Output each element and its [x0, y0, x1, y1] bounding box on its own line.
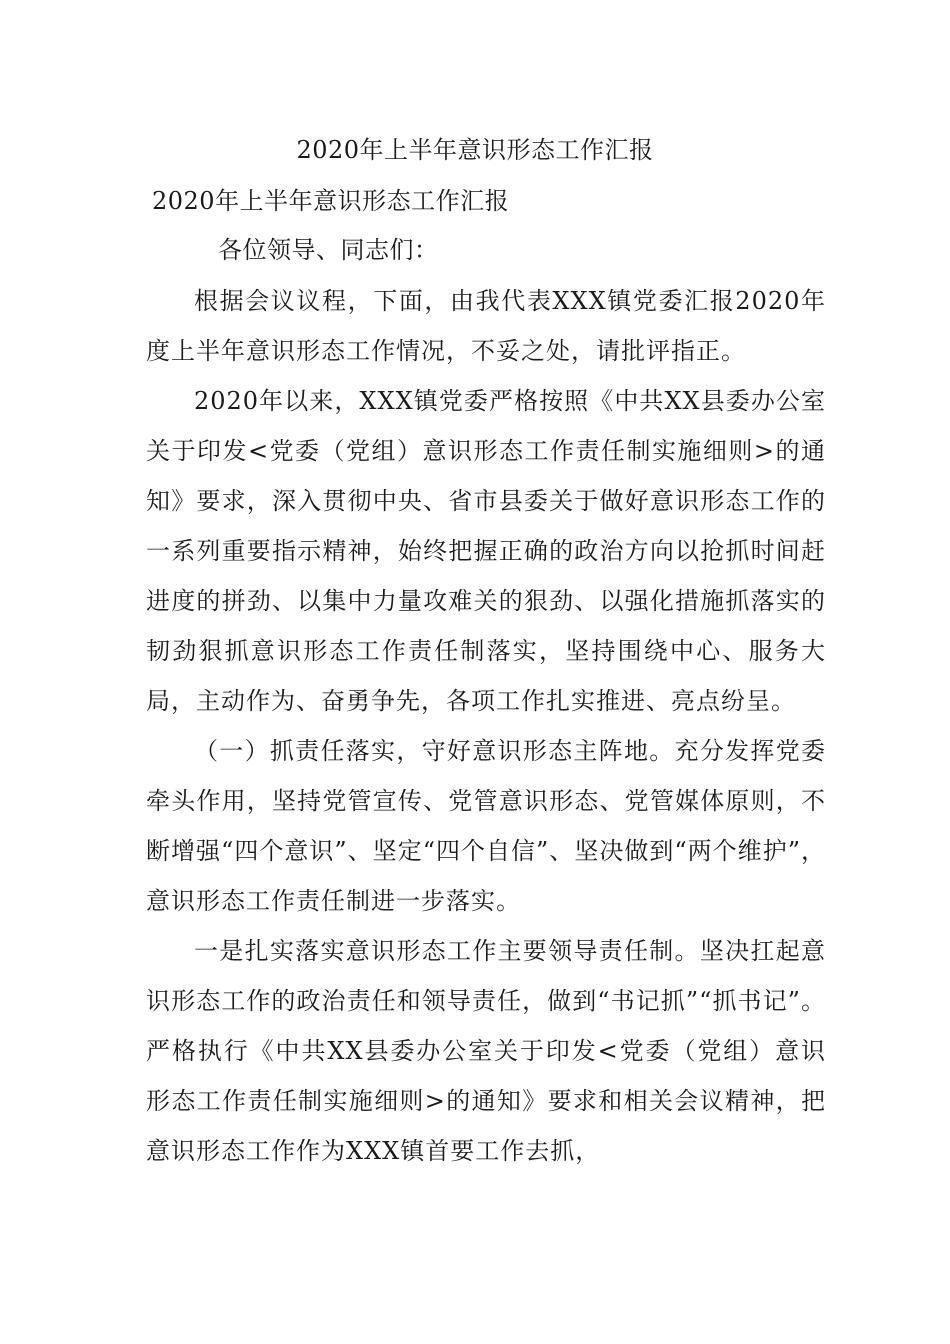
paragraph-intro: 根据会议议程，下面，由我代表XXX镇党委汇报2020年度上半年意识形态工作情况，不妥之处，请批评指正。	[146, 287, 826, 365]
document-subtitle: 2020年上半年意识形态工作汇报	[152, 187, 510, 215]
body-text	[146, 276, 826, 1176]
paragraph-overview: 2020年以来，XXX镇党委严格按照《中共XX县委办公室关于印发<党委（党组）意识形态工作责任制实施细则>的通知》要求，深入贯彻中央、省市县委关于做好意识形态工作的一系列重要指示精神，始终把握正确的政治方向以抢抓时间赶进度的拼劲、以集中力量攻难关的狠劲、以强化措施抓落实的韧劲狠抓意识形态工作责任制落实，坚持围绕中心、服务大局，主动作为、奋勇争先，各项工作扎实推进、亮点纷呈。	[146, 387, 826, 715]
paragraph-section-one: （一）抓责任落实，守好意识形态主阵地。充分发挥党委牵头作用，坚持党管宣传、党管意识形态、党管媒体原则，不断增强“四个意识”、坚定“四个自信”、坚决做到“两个维护”，意识形态工作责任制进一步落实。	[146, 737, 826, 915]
document-title: 2020年上半年意识形态工作汇报	[296, 136, 654, 164]
paragraph-item-one: 一是扎实落实意识形态工作主要领导责任制。坚决扛起意识形态工作的政治责任和领导责任，做到“书记抓”“抓书记”。严格执行《中共XX县委办公室关于印发<党委（党组）意识形态工作责任制实施细则>的通知》要求和相关会议精神，把意识形态工作作为XXX镇首要工作去抓，	[146, 937, 826, 1165]
greeting: 各位领导、同志们：	[218, 236, 439, 264]
